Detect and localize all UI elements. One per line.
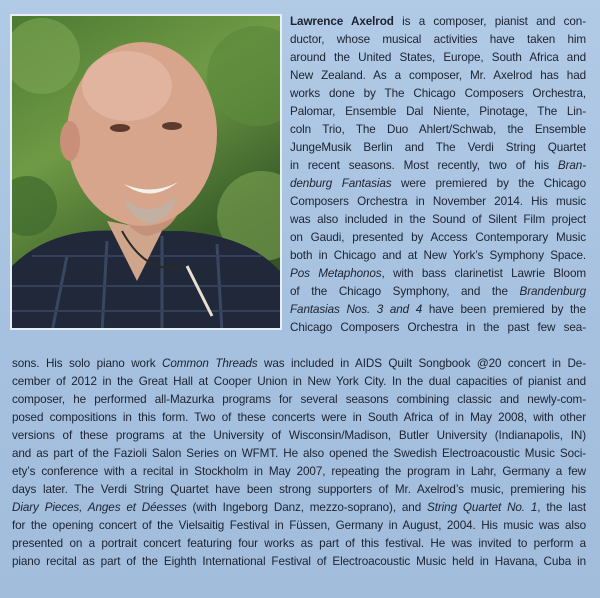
bio-text-run: days later. The Verdi String Quartet have been strong supporters of Mr. Axelrod’s music, premiering his	[12, 483, 586, 496]
bio-text-line	[12, 463, 586, 481]
bio-text-run: and as part of the Fazioli Salon Series on WFMT. He also opened the Swedish Electroacoustic Music Soci-	[12, 447, 586, 460]
work-title: Fantasias Nos. 3 and 4	[290, 303, 423, 316]
bio-text-line	[290, 85, 586, 103]
bio-text-run: Palomar, Ensemble Dal Niente, Pinotage, The Lin-	[290, 105, 586, 118]
bio-text-run: Composers Orchestra in November 2014. His music	[290, 195, 586, 208]
bio-text-line	[290, 247, 586, 265]
work-title: Common Threads	[162, 357, 258, 370]
bio-text-run: works done by The Chicago Composers Orchestra,	[290, 87, 586, 100]
bio-text-run: piano recital as part of the Eighth International Festival of Electroacoustic Music held in Havana, Cuba in	[12, 555, 586, 568]
bio-text-line	[290, 175, 586, 193]
bio-text-full-width	[12, 355, 586, 571]
bio-text-line	[290, 31, 586, 49]
bio-text-run: in recent seasons. Most recently, two of his	[290, 159, 558, 172]
bio-text-run: composer, he performed all-Mazurka programs for several seasons combining classic and newly-com-	[12, 393, 586, 406]
bio-text-line	[290, 229, 586, 247]
bio-text-line	[290, 13, 586, 31]
bio-text-right-column	[290, 13, 586, 337]
bio-text-line	[12, 355, 586, 373]
bio-text-run: around the United States, Europe, South Africa and	[290, 51, 586, 64]
bio-text-run: ductor, whose musical activities have taken him	[290, 33, 586, 46]
bio-text-line	[290, 67, 586, 85]
bio-text-run: JungeMusik Berlin and The Verdi String Quartet	[290, 141, 586, 154]
bio-text-run: was also included in the Sound of Silent Film project	[290, 213, 586, 226]
bio-text-run: sons. His solo piano work	[12, 357, 162, 370]
bio-text-line	[290, 265, 586, 283]
work-title: denburg Fantasias	[290, 177, 392, 190]
bio-text-line	[12, 517, 586, 535]
bio-text-line	[290, 157, 586, 175]
bio-text-run: of the Chicago Symphony, and the	[290, 285, 520, 298]
bio-text-run: ety’s conference with a recital in Stockholm in May 2007, repeating the program in Lahr, Germany a few	[12, 465, 586, 478]
bio-text-line	[290, 121, 586, 139]
bio-text-line	[290, 193, 586, 211]
bio-text-run: posed compositions in this form. Two of these concerts were in South Africa of in May 2008, with other	[12, 411, 586, 424]
bio-text-run: , the last	[537, 501, 586, 514]
work-title: Bran-	[557, 159, 586, 172]
bio-text-run: New Zealand. As a composer, Mr. Axelrod has had	[290, 69, 586, 82]
work-title: Diary Pieces, Anges et Déesses	[12, 501, 187, 514]
portrait-photo	[10, 14, 282, 330]
portrait-illustration	[12, 16, 282, 330]
bio-text-run: (with Ingeborg Danz, mezzo-soprano), and	[186, 501, 428, 514]
bio-text-line	[12, 553, 586, 571]
work-title: Brandenburg	[519, 285, 586, 298]
bio-text-line	[290, 49, 586, 67]
bio-text-line	[12, 499, 586, 517]
work-title: String Quartet No. 1	[427, 501, 538, 514]
bio-text-run: Chicago Composers Orchestra in the past few sea-	[290, 321, 586, 334]
bio-text-line	[290, 139, 586, 157]
bio-text-line	[290, 211, 586, 229]
bio-text-line	[12, 535, 586, 553]
bio-text-run: , with bass clarinetist Lawrie Bloom	[381, 267, 586, 280]
bio-text-line	[12, 481, 586, 499]
bio-text-line	[290, 283, 586, 301]
bio-text-line	[290, 103, 586, 121]
bio-text-run: was included in AIDS Quilt Songbook @20 concert in De-	[257, 357, 586, 370]
bio-text-line	[12, 373, 586, 391]
bio-text-line	[290, 319, 586, 337]
bio-text-run: on Gaudi, presented by Access Contemporary Music	[290, 231, 586, 244]
bio-text-run: have been premiered by the	[422, 303, 586, 316]
bio-text-line	[12, 427, 586, 445]
bio-text-run: versions of these programs at the University of Wisconsin/Madison, Butler University (Indianapolis, IN)	[12, 429, 586, 442]
bio-text-line	[12, 445, 586, 463]
bio-text-run: cember of 2012 in the Great Hall at Cooper Union in New York City. In the dual capacities of pianist and	[12, 375, 586, 388]
bio-text-run: for the opening concert of the Vielsaitig Festival in Füssen, Germany in August, 2004. His music was also	[12, 519, 586, 532]
bio-text-line	[12, 391, 586, 409]
bio-text-line	[12, 409, 586, 427]
bio-text-line	[290, 301, 586, 319]
bio-text-run: presented on a portrait concert featuring four works as part of this festival. He was invited to perform a	[12, 537, 586, 550]
bio-text-run: is a composer, pianist and con-	[393, 15, 586, 28]
bio-text-run: coln Trio, The Duo Ahlert/Schwab, the Ensemble	[290, 123, 586, 136]
bio-text-run: both in Chicago and at New York’s Symphony Space.	[290, 249, 586, 262]
work-title: Pos Metaphonos	[290, 267, 382, 280]
bio-text-run: were premiered by the Chicago	[391, 177, 586, 190]
composer-name: Lawrence Axelrod	[290, 15, 394, 28]
